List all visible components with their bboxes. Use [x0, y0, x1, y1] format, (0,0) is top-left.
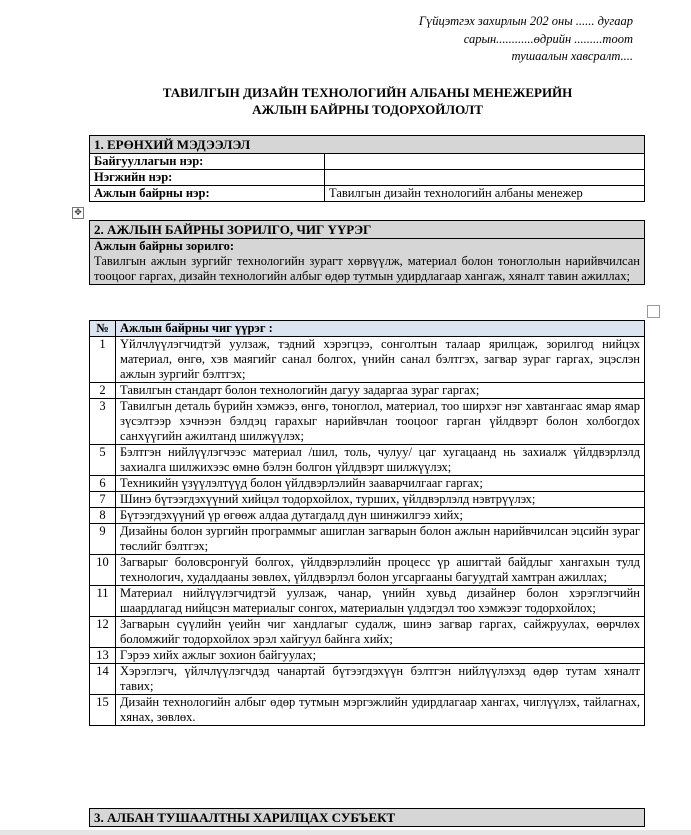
- duty-number: 12: [90, 617, 116, 648]
- duty-text: Материал нийлүүлэгчидтэй уулзаж, чанар, үнийн хувьд дизайнер болон хэрэглэгчийн шаардлагад нийцсэн материалыг сонгох, материалын үлдэгдэл тоо хэмжээг тодорхойлох;: [116, 586, 645, 617]
- table-row: [90, 555, 645, 586]
- duties-title-header: Ажлын байрны чиг үүрэг :: [116, 321, 645, 337]
- table-row: [90, 648, 645, 664]
- duty-text: Загварыг боловсронгуй болгох, үйлдвэрлэлийн процесс үр ашигтай байдлыг хангахын тулд технологич, худалдааны зөвлөх, үйлдвэрлэл болон угсаргааны багуудтай хамтран ажиллах;: [116, 555, 645, 586]
- approval-note: [333, 13, 633, 66]
- general-info-table: [89, 135, 645, 202]
- duty-number: 15: [90, 695, 116, 726]
- table-row: [90, 695, 645, 726]
- duty-text: Дизайн технологийн албыг өдөр тутмын мэргэжлийн удирдлагаар хангах, чиглүүлэх, тайлагнах, хянах, зөвлөх.: [116, 695, 645, 726]
- table-row: [90, 399, 645, 445]
- unit-name-label: Нэгжийн нэр:: [90, 170, 325, 186]
- duty-number: 8: [90, 508, 116, 524]
- table-row: [90, 586, 645, 617]
- table-resize-handle[interactable]: [647, 305, 660, 318]
- goal-cell: [90, 239, 645, 285]
- duty-number: 6: [90, 476, 116, 492]
- duties-list: [90, 337, 645, 726]
- table-row: [90, 524, 645, 555]
- duty-text: Загварын сүүлийн үеийн чиг хандлагыг судалж, шинэ загвар гаргах, сайжруулах, өөрчлөх боломжийг тодорхойлох эрэл хайгуул байнга хийх;: [116, 617, 645, 648]
- table-row: [90, 492, 645, 508]
- duty-text: Шинэ бүтээгдэхүүний хийцэл тодорхойлох, туршиx, үйлдвэрлэлд нэвтрүүлэх;: [116, 492, 645, 508]
- duty-text: Тавилгын стандарт болон технологийн дагуу задаргаа зураг гаргах;: [116, 383, 645, 399]
- organization-name-value[interactable]: [325, 154, 645, 170]
- approval-note-line-3: тушаалын хавсралт....: [511, 49, 633, 63]
- duty-number: 11: [90, 586, 116, 617]
- table-row: [90, 170, 645, 186]
- document-title: [90, 84, 645, 118]
- duty-text: Бэлтгэн нийлүүлэгчээс материал /шил, толь, чулуу/ цаг хугацаанд нь захиалж үйлдвэрлэлд захиалга шилжихээс өмнө бэлэн болгон үйлдвэрт шилжүүлэх;: [116, 445, 645, 476]
- table-row: [90, 664, 645, 695]
- section-2-header: [90, 221, 645, 239]
- duties-table: [89, 320, 645, 726]
- duty-text: Бүтээгдэхүүний үр өгөөж алдаа дутагдалд дүн шинжилгээ хийх;: [116, 508, 645, 524]
- section-3-heading: 3. АЛБАН ТУШААЛТНЫ ХАРИЛЦАХ СУБЪЕКТ: [90, 809, 645, 827]
- duty-text: Дизайны болон зургийн программыг ашиглан загварын болон ажлын нарийвчилсан эцсийн зураг төслийг бэлтгэх;: [116, 524, 645, 555]
- duty-text: Үйлчлүүлэгчидтэй уулзаж, тэдний хэрэгцээ, сонголтын талаар ярилцаж, зорилгод нийцэх материал, өнгө, хэв маягийг санал болгох, үнийн санал бэлтгэх, загвар зураг гаргах, эцэслэн ажлын зургийг бэлтгэх;: [116, 337, 645, 383]
- duty-number: 2: [90, 383, 116, 399]
- duty-number: 10: [90, 555, 116, 586]
- table-row: [90, 337, 645, 383]
- duty-number: 13: [90, 648, 116, 664]
- duty-text: Хэрэглэгч, үйлчлүүлэгчдэд чанартай бүтээгдэхүүн бэлтгэн нийлүүлэхэд өдөр тутам хяналт тавих;: [116, 664, 645, 695]
- section-1-heading: 1. ЕРӨНХИЙ МЭДЭЭЛЭЛ: [90, 136, 645, 154]
- duty-number: 3: [90, 399, 116, 445]
- page-bottom-edge: [0, 830, 691, 835]
- table-row: [90, 476, 645, 492]
- table-row: [90, 508, 645, 524]
- table-row: [90, 445, 645, 476]
- duty-text: Тавилгын деталь бүрийн хэмжээ, өнгө, тоноглол, материал, тоо ширхэг нэг хавтангаас ямар ямар зүсэлтээр хэчнээн бэлдэц гарахыг нарийвчлан тооцоог гарган үйлдвэрт болон холбогдох санхүүгийн ажилтанд шилжүүлэх;: [116, 399, 645, 445]
- document-title-line-2: АЖЛЫН БАЙРНЫ ТОДОРХОЙЛОЛТ: [252, 102, 483, 117]
- table-row: [90, 383, 645, 399]
- organization-name-label: Байгууллагын нэр:: [90, 154, 325, 170]
- section-1-header: [90, 136, 645, 154]
- duty-number: 1: [90, 337, 116, 383]
- position-name-value[interactable]: Тавилгын дизайн технологийн албаны менежер: [325, 186, 645, 202]
- table-row: [90, 154, 645, 170]
- duty-number: 9: [90, 524, 116, 555]
- approval-note-line-2: сарын............өдрийн .........тоот: [463, 31, 633, 46]
- table-row: [90, 186, 645, 202]
- table-row: [90, 239, 645, 285]
- goal-label: Ажлын байрны зорилго:: [94, 239, 235, 253]
- table-move-handle-icon[interactable]: ✥: [72, 207, 84, 219]
- duty-number: 7: [90, 492, 116, 508]
- duty-text: Техникийн үзүүлэлтүүд болон үйлдвэрлэлийн зааварчилгааг гаргах;: [116, 476, 645, 492]
- table-row: [90, 617, 645, 648]
- position-name-label: Ажлын байрны нэр:: [90, 186, 325, 202]
- purpose-table: [89, 220, 645, 285]
- duty-number: 14: [90, 664, 116, 695]
- relations-table: [89, 808, 645, 827]
- duty-text: Гэрээ хийх ажлыг зохион байгуулах;: [116, 648, 645, 664]
- section-2-heading: 2. АЖЛЫН БАЙРНЫ ЗОРИЛГО, ЧИГ ҮҮРЭГ: [90, 221, 645, 239]
- duties-header-row: [90, 321, 645, 337]
- unit-name-value[interactable]: [325, 170, 645, 186]
- goal-text: Тавилгын ажлын зургийг технологийн зурагт хөрвүүлж, материал болон тоноглолын нарийвчилсан тооцоог гаргах, дизайн технологийн албыг өдөр тутмын удирдлагаар хангаж, хяналт тавин ажиллах;: [94, 254, 640, 283]
- section-3-header: [90, 809, 645, 827]
- duties-number-header: №: [90, 321, 116, 337]
- approval-note-line-1: Гүйцэтгэх захирлын 202 оны ...... дугаар: [418, 14, 633, 28]
- document-title-line-1: ТАВИЛГЫН ДИЗАЙН ТЕХНОЛОГИЙН АЛБАНЫ МЕНЕЖЕРИЙН: [162, 85, 573, 100]
- duty-number: 5: [90, 445, 116, 476]
